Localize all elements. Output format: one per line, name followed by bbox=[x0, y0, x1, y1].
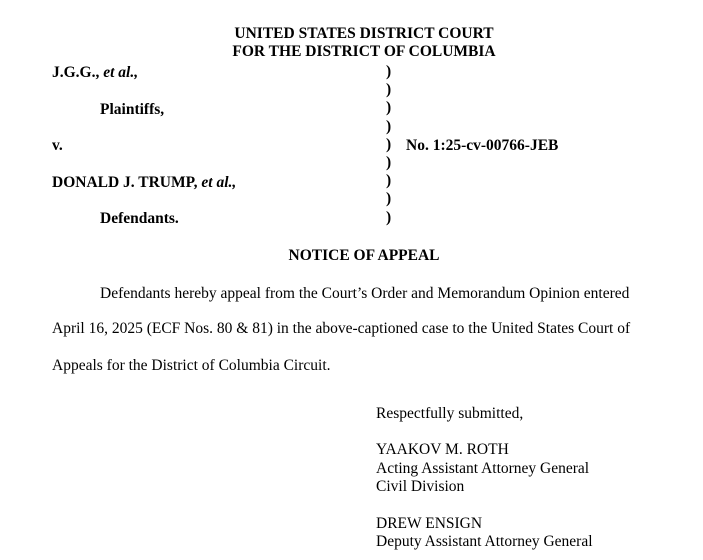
caption-divider bbox=[386, 63, 391, 227]
closing: Respectfully submitted, bbox=[376, 405, 524, 422]
body-line-1: Defendants hereby appeal from the Court’s Order and Memorandum Opinion entered bbox=[100, 285, 630, 302]
signer1-division: Civil Division bbox=[376, 478, 465, 495]
caption-paren: ) bbox=[386, 99, 392, 117]
signer1-title: Acting Assistant Attorney General bbox=[376, 460, 590, 477]
caption-paren: ) bbox=[386, 153, 392, 171]
caption-paren: ) bbox=[386, 135, 392, 153]
court-name-line1: UNITED STATES DISTRICT COURT bbox=[234, 25, 494, 42]
defendant-name: DONALD J. TRUMP, bbox=[52, 174, 202, 191]
caption-paren: ) bbox=[386, 172, 392, 190]
signer2-title: Deputy Assistant Attorney General bbox=[376, 533, 593, 550]
body-line-3: Appeals for the District of Columbia Circuit. bbox=[52, 357, 331, 374]
caption-paren: ) bbox=[386, 190, 392, 208]
plaintiff-name: J.G.G., bbox=[52, 64, 104, 81]
signer2-name: DREW ENSIGN bbox=[376, 515, 483, 532]
document-title: NOTICE OF APPEAL bbox=[288, 247, 440, 264]
case-number: No. 1:25-cv-00766-JEB bbox=[406, 137, 559, 154]
body-line-2: April 16, 2025 (ECF Nos. 80 & 81) in the above-captioned case to the United States Court of bbox=[52, 320, 631, 337]
plaintiff-etal: et al., bbox=[103, 64, 139, 81]
defendant-etal: et al., bbox=[201, 174, 237, 191]
caption-paren: ) bbox=[386, 63, 392, 80]
defendant-line bbox=[52, 174, 236, 192]
court-name-line2: FOR THE DISTRICT OF COLUMBIA bbox=[232, 43, 496, 60]
plaintiff-role: Plaintiffs, bbox=[100, 101, 165, 118]
defendant-role: Defendants. bbox=[100, 210, 179, 227]
versus: v. bbox=[52, 137, 63, 154]
signer1-name: YAAKOV M. ROTH bbox=[376, 441, 509, 458]
plaintiff-line bbox=[52, 64, 138, 82]
caption-paren: ) bbox=[386, 81, 392, 99]
caption-paren: ) bbox=[386, 208, 392, 226]
caption-paren: ) bbox=[386, 117, 392, 135]
